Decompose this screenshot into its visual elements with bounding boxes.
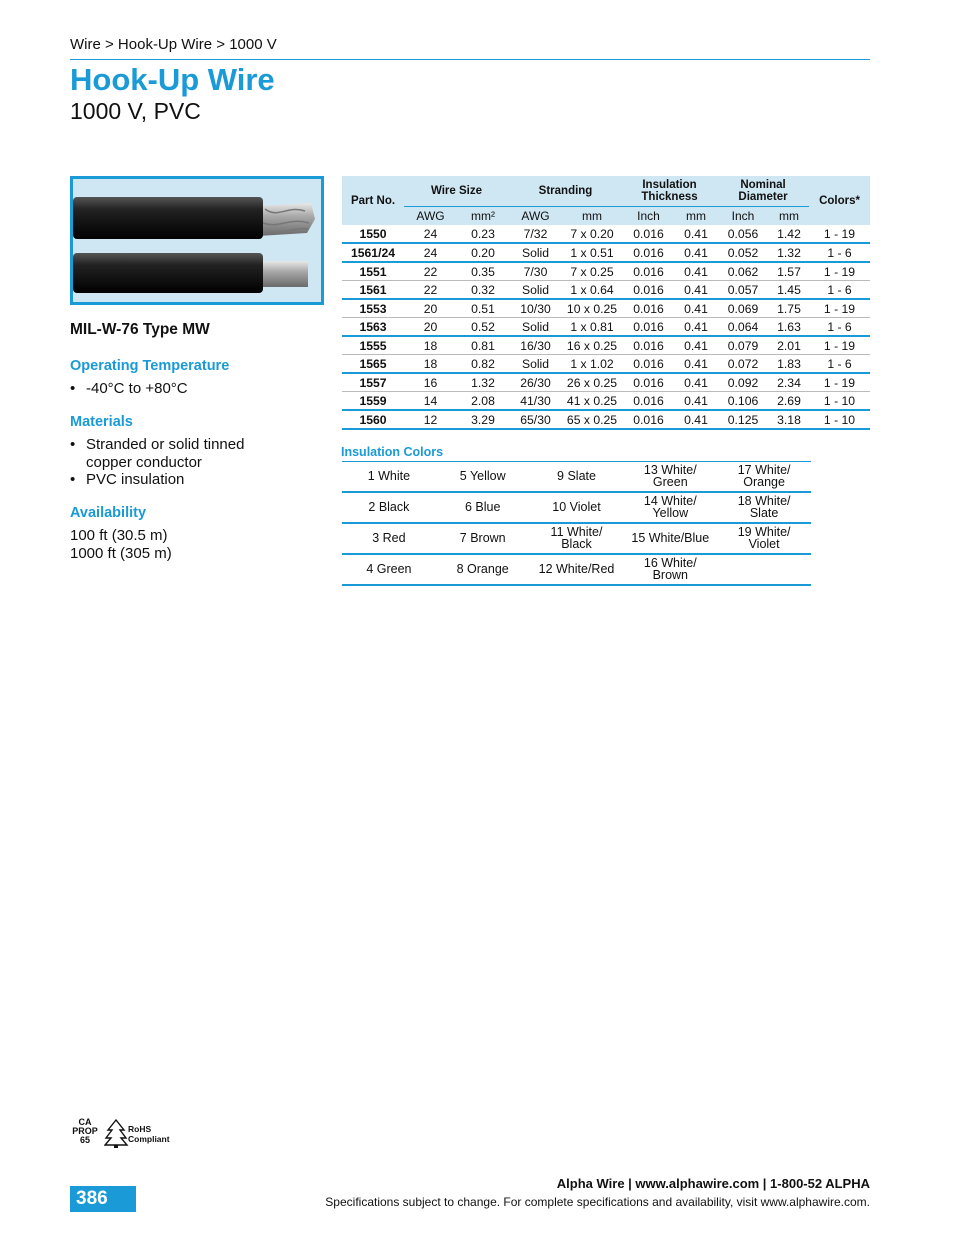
table-cell: 0.016 — [622, 410, 675, 429]
rohs-line: RoHS — [128, 1124, 152, 1134]
table-cell: 1.32 — [769, 243, 809, 262]
table-cell: 16 — [404, 373, 457, 392]
table-cell: 22 — [404, 281, 457, 300]
table-cell: 1 x 1.02 — [562, 355, 622, 374]
table-cell: 12 — [404, 410, 457, 429]
availability-list — [70, 527, 172, 562]
table-cell: 0.41 — [675, 318, 717, 337]
table-cell: 7 x 0.20 — [562, 225, 622, 243]
ca-prop65-badge — [70, 1118, 100, 1145]
table-cell: 0.016 — [622, 355, 675, 374]
part-number-cell: 1559 — [342, 392, 404, 411]
table-cell: 0.41 — [675, 410, 717, 429]
color-cell: 18 White/ Slate — [717, 492, 811, 523]
table-cell: 1 - 6 — [809, 355, 870, 374]
table-cell: 0.016 — [622, 318, 675, 337]
table-cell: 1 x 0.81 — [562, 318, 622, 337]
product-type: MIL-W-76 Type MW — [70, 321, 210, 338]
table-cell: 0.41 — [675, 392, 717, 411]
table-cell: 1 - 19 — [809, 336, 870, 355]
company-contact: Alpha Wire | www.alphawire.com | 1-800-52 ALPHA — [556, 1176, 870, 1191]
table-cell: 0.016 — [622, 392, 675, 411]
subheader-cell: Inch — [717, 207, 769, 226]
table-row — [342, 281, 870, 300]
header-stranding: Stranding — [509, 176, 622, 207]
table-cell: 1 - 6 — [809, 243, 870, 262]
color-cell — [717, 554, 811, 585]
rohs-line: Compliant — [128, 1134, 170, 1144]
table-row — [342, 410, 870, 429]
table-cell: 0.092 — [717, 373, 769, 392]
table-cell: 0.016 — [622, 225, 675, 243]
table-cell: 1.75 — [769, 299, 809, 318]
table-cell: 65/30 — [509, 410, 562, 429]
availability-item: 100 ft (30.5 m) — [70, 527, 168, 544]
footer-note: Specifications subject to change. For complete specifications and availability, visit www.alphawire.com. — [325, 1195, 870, 1209]
subheader-cell: mm — [675, 207, 717, 226]
insulation-colors-table — [342, 461, 811, 586]
table-cell: 16/30 — [509, 336, 562, 355]
table-cell: 1.42 — [769, 225, 809, 243]
table-cell: 2.34 — [769, 373, 809, 392]
table-cell: 2.01 — [769, 336, 809, 355]
header-insulation-line: Insulation — [642, 179, 697, 191]
table-cell: 0.51 — [457, 299, 509, 318]
table-cell: 1 - 19 — [809, 373, 870, 392]
color-cell: 4 Green — [342, 554, 436, 585]
subheader-cell: mm² — [457, 207, 509, 226]
color-row — [342, 462, 811, 493]
subheader-cell: AWG — [404, 207, 457, 226]
subheader-cell: mm — [562, 207, 622, 226]
table-cell: 1.63 — [769, 318, 809, 337]
color-cell: 16 White/ Brown — [623, 554, 717, 585]
ca-prop-line: CA — [78, 1117, 92, 1127]
table-cell: 10/30 — [509, 299, 562, 318]
header-wire-size: Wire Size — [404, 176, 509, 207]
ca-prop-line: PROP — [72, 1126, 98, 1136]
table-cell: 0.069 — [717, 299, 769, 318]
table-cell: 65 x 0.25 — [562, 410, 622, 429]
table-cell: 1 - 10 — [809, 410, 870, 429]
table-cell: Solid — [509, 243, 562, 262]
table-row — [342, 392, 870, 411]
part-number-cell: 1557 — [342, 373, 404, 392]
materials-list — [70, 436, 280, 489]
table-row — [342, 262, 870, 281]
table-cell: 0.41 — [675, 225, 717, 243]
table-cell: 18 — [404, 355, 457, 374]
subheader-cell: mm — [769, 207, 809, 226]
table-cell: 0.056 — [717, 225, 769, 243]
header-diameter — [717, 176, 809, 207]
table-cell: 0.062 — [717, 262, 769, 281]
page-title: Hook-Up Wire — [70, 62, 275, 97]
color-row — [342, 554, 811, 585]
table-cell: 1 - 19 — [809, 299, 870, 318]
header-diameter-line: Nominal — [740, 179, 786, 191]
rohs-compliant-label — [128, 1124, 170, 1144]
table-cell: 2.08 — [457, 392, 509, 411]
table-cell: 41 x 0.25 — [562, 392, 622, 411]
color-cell: 12 White/Red — [530, 554, 624, 585]
color-cell: 3 Red — [342, 523, 436, 554]
color-cell: 15 White/Blue — [623, 523, 717, 554]
table-cell: 0.41 — [675, 355, 717, 374]
table-cell: 1 - 6 — [809, 281, 870, 300]
table-cell: 18 — [404, 336, 457, 355]
table-cell: 0.35 — [457, 262, 509, 281]
operating-temperature-heading: Operating Temperature — [70, 358, 230, 374]
table-cell: 0.82 — [457, 355, 509, 374]
table-cell: 0.079 — [717, 336, 769, 355]
operating-temperature-list — [70, 380, 188, 398]
table-cell: 3.29 — [457, 410, 509, 429]
table-cell: 1.57 — [769, 262, 809, 281]
table-cell: 2.69 — [769, 392, 809, 411]
table-cell: 16 x 0.25 — [562, 336, 622, 355]
color-cell: 5 Yellow — [436, 462, 530, 493]
part-number-cell: 1561 — [342, 281, 404, 300]
table-cell: 0.23 — [457, 225, 509, 243]
availability-item: 1000 ft (305 m) — [70, 544, 172, 562]
page-number: 386 — [70, 1186, 136, 1212]
color-cell: 6 Blue — [436, 492, 530, 523]
header-diameter-line: Diameter — [738, 191, 788, 203]
table-cell: 20 — [404, 318, 457, 337]
part-number-cell: 1560 — [342, 410, 404, 429]
header-rule — [70, 59, 870, 60]
color-cell: 14 White/ Yellow — [623, 492, 717, 523]
table-cell: 0.106 — [717, 392, 769, 411]
table-cell: 0.016 — [622, 262, 675, 281]
table-row — [342, 225, 870, 243]
table-row — [342, 299, 870, 318]
table-cell: 0.125 — [717, 410, 769, 429]
table-row — [342, 355, 870, 374]
table-row — [342, 243, 870, 262]
part-number-cell: 1565 — [342, 355, 404, 374]
part-number-cell: 1563 — [342, 318, 404, 337]
table-cell: 24 — [404, 243, 457, 262]
part-number-cell: 1555 — [342, 336, 404, 355]
table-cell: 0.016 — [622, 336, 675, 355]
header-part-no: Part No. — [342, 176, 404, 225]
color-row — [342, 523, 811, 554]
color-cell: 19 White/ Violet — [717, 523, 811, 554]
color-cell: 7 Brown — [436, 523, 530, 554]
table-cell: 3.18 — [769, 410, 809, 429]
table-cell: 0.41 — [675, 336, 717, 355]
table-cell: Solid — [509, 281, 562, 300]
wire-product-image — [70, 176, 324, 305]
table-cell: 0.016 — [622, 299, 675, 318]
color-cell: 11 White/ Black — [530, 523, 624, 554]
header-insulation — [622, 176, 717, 207]
color-cell: 1 White — [342, 462, 436, 493]
color-cell: 8 Orange — [436, 554, 530, 585]
table-cell: 0.41 — [675, 243, 717, 262]
materials-item: • Stranded or solid tinned copper conductor — [70, 436, 280, 471]
table-cell: 0.52 — [457, 318, 509, 337]
table-cell: 1 - 19 — [809, 262, 870, 281]
table-cell: 24 — [404, 225, 457, 243]
color-cell: 17 White/ Orange — [717, 462, 811, 493]
availability-heading: Availability — [70, 505, 147, 521]
table-cell: 0.32 — [457, 281, 509, 300]
table-cell: 0.072 — [717, 355, 769, 374]
table-cell: 1 - 19 — [809, 225, 870, 243]
header-colors: Colors* — [809, 176, 870, 225]
table-cell: 1.32 — [457, 373, 509, 392]
materials-item: • PVC insulation — [70, 471, 280, 489]
table-cell: 7/30 — [509, 262, 562, 281]
table-cell: 1.45 — [769, 281, 809, 300]
table-cell: 0.064 — [717, 318, 769, 337]
table-cell: 41/30 — [509, 392, 562, 411]
table-cell: 1 x 0.64 — [562, 281, 622, 300]
table-cell: Solid — [509, 318, 562, 337]
table-cell: 7/32 — [509, 225, 562, 243]
spec-table — [342, 176, 870, 430]
table-cell: 0.41 — [675, 373, 717, 392]
table-cell: 14 — [404, 392, 457, 411]
color-cell: 2 Black — [342, 492, 436, 523]
table-row — [342, 373, 870, 392]
table-cell: 7 x 0.25 — [562, 262, 622, 281]
page-subtitle: 1000 V, PVC — [70, 98, 201, 124]
table-cell: 0.057 — [717, 281, 769, 300]
color-cell: 13 White/ Green — [623, 462, 717, 493]
table-cell: 1 - 6 — [809, 318, 870, 337]
subheader-cell: Inch — [622, 207, 675, 226]
part-number-cell: 1553 — [342, 299, 404, 318]
table-cell: 0.81 — [457, 336, 509, 355]
color-cell: 9 Slate — [530, 462, 624, 493]
operating-temperature-value: • -40°C to +80°C — [70, 380, 188, 398]
table-cell: 1 - 10 — [809, 392, 870, 411]
table-cell: 1.83 — [769, 355, 809, 374]
materials-heading: Materials — [70, 414, 133, 430]
table-cell: 0.41 — [675, 262, 717, 281]
insulation-colors-title: Insulation Colors — [341, 445, 444, 459]
subheader-cell: AWG — [509, 207, 562, 226]
table-cell: 1 x 0.51 — [562, 243, 622, 262]
table-cell: 26 x 0.25 — [562, 373, 622, 392]
table-cell: 20 — [404, 299, 457, 318]
part-number-cell: 1551 — [342, 262, 404, 281]
color-row — [342, 492, 811, 523]
table-cell: 0.41 — [675, 281, 717, 300]
table-cell: 0.20 — [457, 243, 509, 262]
color-cell: 10 Violet — [530, 492, 624, 523]
breadcrumb: Wire > Hook-Up Wire > 1000 V — [70, 36, 277, 53]
table-row — [342, 336, 870, 355]
table-cell: 10 x 0.25 — [562, 299, 622, 318]
part-number-cell: 1561/24 — [342, 243, 404, 262]
table-cell: Solid — [509, 355, 562, 374]
table-cell: 26/30 — [509, 373, 562, 392]
table-cell: 0.052 — [717, 243, 769, 262]
table-cell: 0.41 — [675, 299, 717, 318]
table-cell: 0.016 — [622, 373, 675, 392]
table-cell: 22 — [404, 262, 457, 281]
ca-prop-line: 65 — [79, 1135, 90, 1145]
table-cell: 0.016 — [622, 243, 675, 262]
header-insulation-line: Thickness — [641, 191, 698, 203]
table-row — [342, 318, 870, 337]
table-cell: 0.016 — [622, 281, 675, 300]
part-number-cell: 1550 — [342, 225, 404, 243]
